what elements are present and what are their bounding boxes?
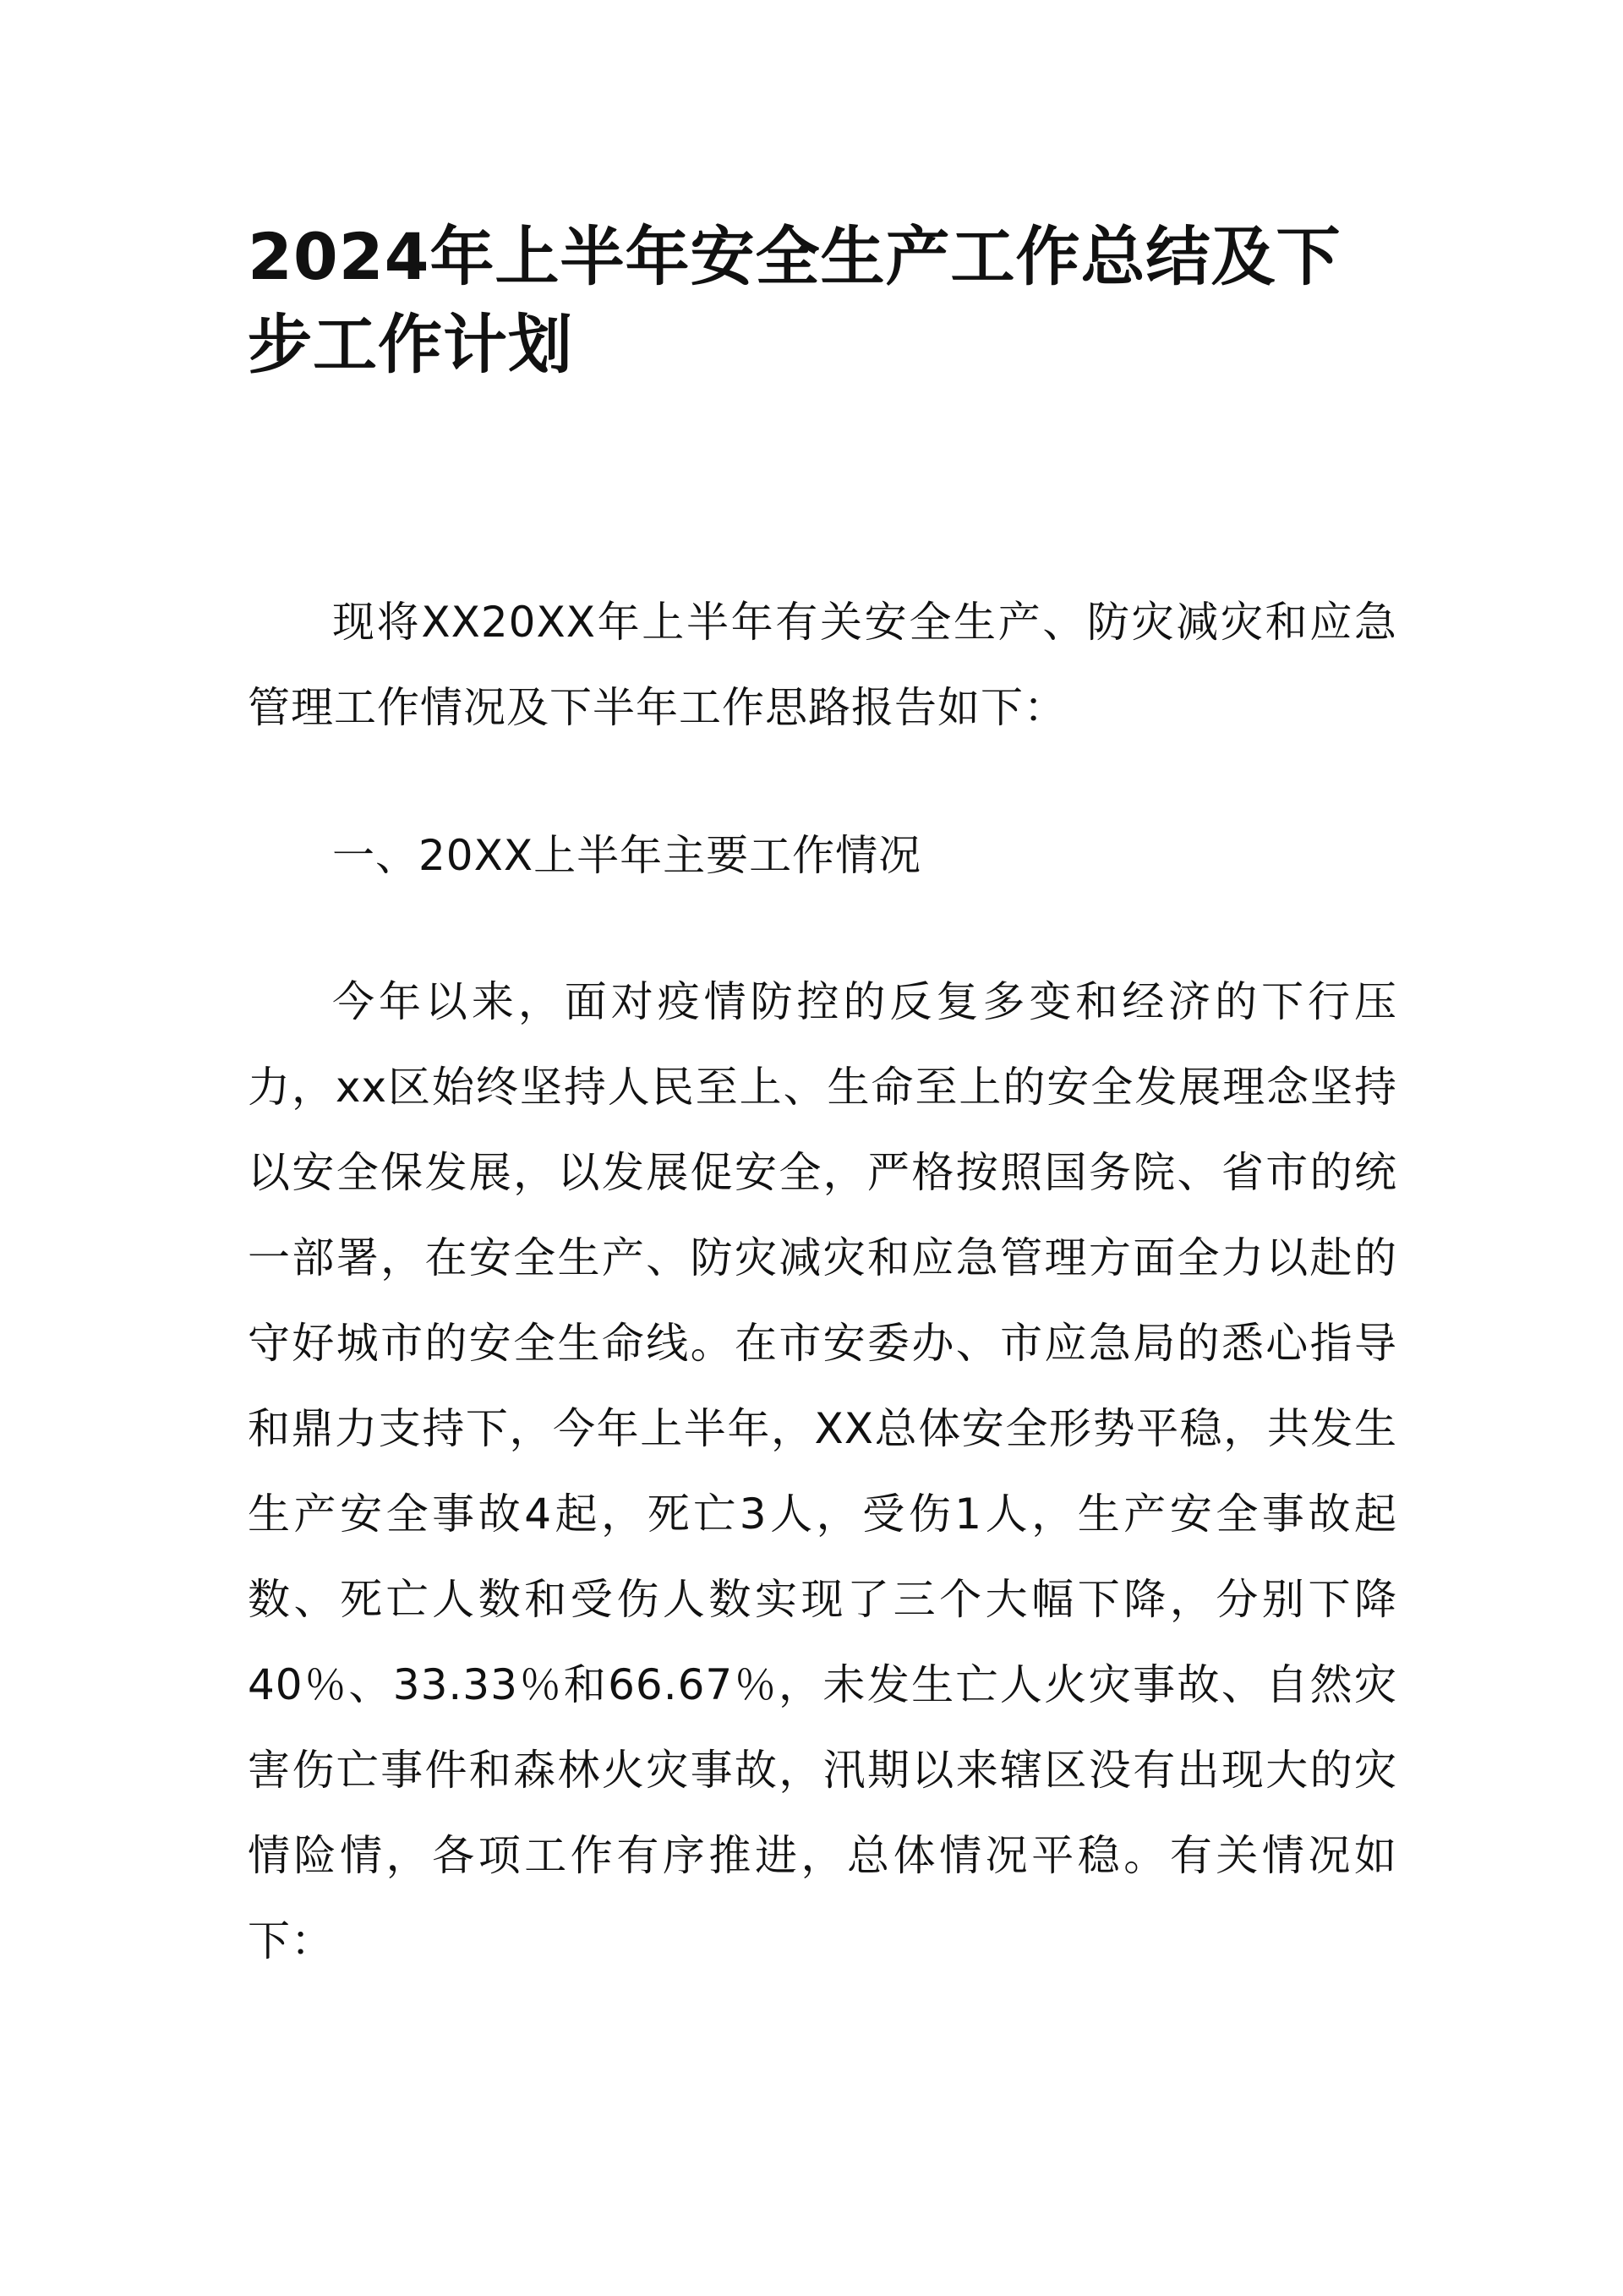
document-title: 2024年上半年安全生产工作总结及下步工作计划	[248, 219, 1342, 382]
body-paragraph: 今年以来，面对疫情防控的反复多变和经济的下行压力，xx区始终坚持人民至上、生命至上的安全发展理念坚持以安全保发展，以发展促安全，严格按照国务院、省市的统一部署，在安全生产、防灾减灾和应急管理方面全力以赴的守好城市的安全生命线。在市安委办、市应急局的悉心指导和鼎力支持下，今年上半年，XX总体安全形势平稳，共发生生产安全事故4起，死亡3人，受伤1人，生产安全事故起数、死亡人数和受伤人数实现了三个大幅下降，分别下降40％、33.33％和66.67％，未发生亡人火灾事故、自然灾害伤亡事件和森林火灾事故，汛期以来辖区没有出现大的灾情险情，各项工作有序推进，总体情况平稳。有关情况如下：	[248, 977, 1397, 1965]
section-heading: 一、20XX上半年主要工作情况	[332, 831, 922, 880]
intro-paragraph: 现将XX20XX年上半年有关安全生产、防灾减灾和应急管理工作情况及下半年工作思路报告如下：	[248, 598, 1397, 732]
